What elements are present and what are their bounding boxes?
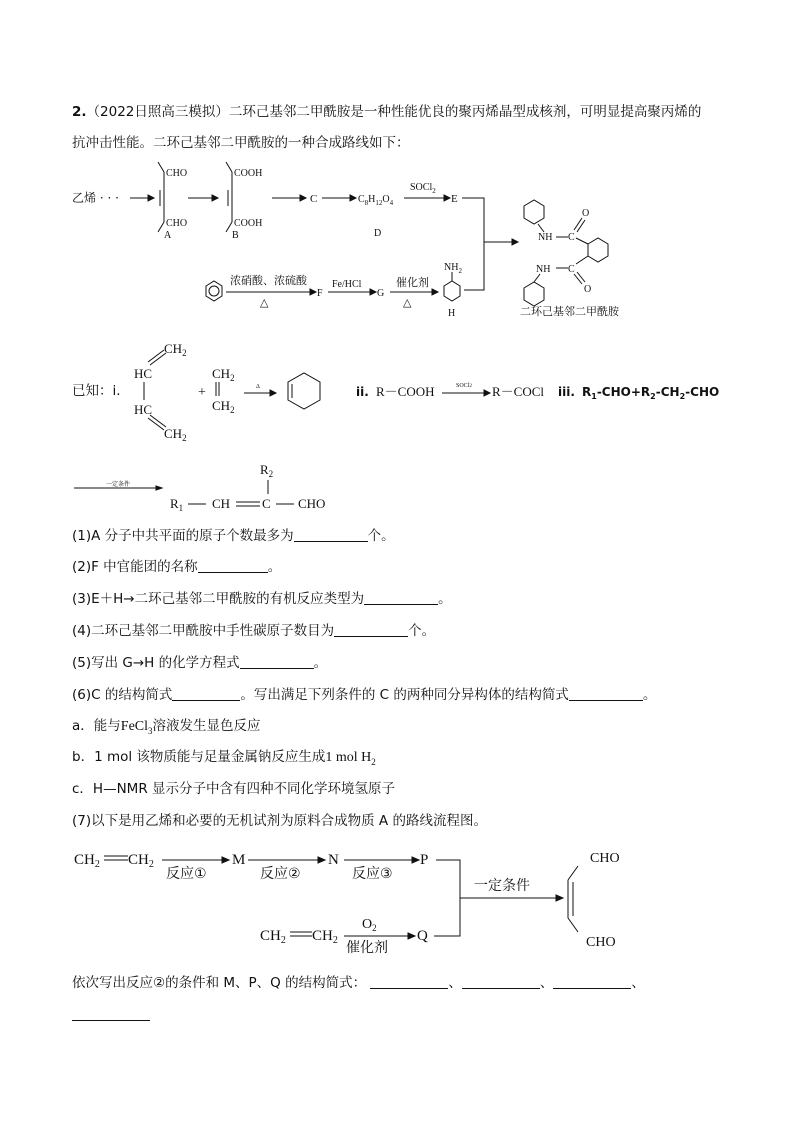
svg-text:O: O <box>584 284 592 295</box>
heat-label: Δ <box>256 384 260 390</box>
svg-text:CH2: $CH_2$ <box>164 341 187 358</box>
intro-text-1: （2022日照高三模拟）二环己基邻二甲酰胺是一种性能优良的聚丙烯晶型成核剂，可明显提高聚丙烯的 <box>86 104 702 120</box>
prod-CHO: CHO <box>298 496 326 511</box>
heat-symbol-2: △ <box>403 296 412 309</box>
part-1 <box>72 526 395 546</box>
svg-text:CH2: $CH_2$ <box>212 366 235 383</box>
svg-text:NH: NH <box>538 232 553 243</box>
arrowhead <box>318 857 325 863</box>
heat-symbol: △ <box>260 296 269 309</box>
arrowhead <box>412 857 419 863</box>
svg-text:HC: HC <box>134 366 153 381</box>
benzene-ring <box>206 281 222 301</box>
answer-blank-7a[interactable] <box>370 974 448 989</box>
compound-F: F <box>317 288 323 299</box>
answer-blank-7d[interactable] <box>72 1006 150 1021</box>
svg-text:CH2: $CH_2$ <box>212 398 235 415</box>
compound-Q: Q <box>417 928 428 944</box>
part-4 <box>72 621 435 641</box>
condition-c: c．H—NMR 显示分子中含有四种不同化学环境氢原子 <box>72 781 395 797</box>
D-label: D <box>374 228 382 239</box>
answer-blank-4[interactable] <box>334 622 408 637</box>
answer-blank-5[interactable] <box>240 654 314 669</box>
scheme2-Q-start-2: $CH_2$ <box>312 928 338 946</box>
answer-blank-6a[interactable] <box>172 686 240 701</box>
answer-blank-3[interactable] <box>364 590 438 605</box>
butadiene-structure <box>134 341 187 443</box>
product-structure <box>524 200 608 306</box>
o2-reagent: $O_2$ <box>362 917 377 933</box>
arrowhead <box>212 195 218 201</box>
final-question <box>72 973 645 993</box>
answer-blank-6b[interactable] <box>569 686 643 701</box>
svg-text:NH: NH <box>536 264 551 275</box>
compound-A <box>158 162 187 241</box>
known-iii-product <box>72 458 372 518</box>
scheme2-Q-start: $CH_2$ <box>260 928 286 946</box>
compound-A-structure <box>568 851 620 950</box>
separator: 、 <box>448 975 462 991</box>
h2-formula: 1 mol $H_2$ <box>325 750 376 767</box>
svg-text:CHO: CHO <box>586 935 616 950</box>
synthesis-route-scheme <box>60 160 740 325</box>
prod-CH: CH <box>212 496 231 511</box>
prod-R1: $R_1$ <box>170 496 184 513</box>
known-reactions-svg <box>120 338 740 448</box>
part-5-text: (5)写出 G→H 的化学方程式 <box>72 655 240 671</box>
question-intro-line2: 抗冲击性能。二环己基邻二甲酰胺的一种合成路线如下： <box>72 135 410 151</box>
ii-reagent: SOCl2 <box>456 383 472 389</box>
part-3-text: (3)E＋H→二环己基邻二甲酰胺的有机反应类型为 <box>72 591 365 607</box>
part-6-mid: 。写出满足下列条件的 C 的两种同分异构体的结构简式 <box>240 687 569 703</box>
part-4-text: (4)二环己基邻二甲酰胺中手性碳原子数目为 <box>72 623 335 639</box>
svg-text:HC: HC <box>134 402 153 417</box>
condition-b <box>72 747 376 772</box>
svg-text:CH2: $CH_2$ <box>164 426 187 443</box>
fecl3-formula: FeCl$_3$ <box>120 719 153 736</box>
compound-N: N <box>328 852 339 868</box>
socl2-reagent: SOCl$_2$ <box>410 182 436 195</box>
compound-G: G <box>377 288 385 299</box>
scheme2-start-2: $CH_2$ <box>128 852 154 870</box>
reaction-2-label: 反应② <box>260 866 301 882</box>
cyclohexene-structure <box>288 373 320 409</box>
arrowhead <box>444 195 450 201</box>
compound-P: P <box>420 852 429 868</box>
part-6 <box>72 685 656 705</box>
part-2 <box>72 557 281 577</box>
arrowhead <box>270 390 276 396</box>
nitration-reagent: 浓硝酸、浓硫酸 <box>230 274 307 287</box>
A-top-group: CHO <box>166 168 188 179</box>
part-7: (7)以下是用乙烯和必要的无机试剂为原料合成物质 A 的路线流程图。 <box>72 813 487 829</box>
svg-text:CHO: CHO <box>590 851 620 866</box>
part-3 <box>72 589 452 609</box>
part-1-end: 个。 <box>367 528 395 544</box>
arrowhead <box>222 857 229 863</box>
B-label: B <box>232 230 239 241</box>
separator: 、 <box>539 975 554 991</box>
H-label: H <box>448 308 456 319</box>
arrowhead <box>156 486 162 490</box>
arrowhead <box>408 933 415 939</box>
prod-R2: $R_2$ <box>260 462 274 479</box>
reduction-reagent: Fe/HCl <box>332 279 362 290</box>
condition-a-prefix: a．能与 <box>72 718 121 734</box>
merge-bracket <box>462 198 484 290</box>
answer-blank-2[interactable] <box>198 558 268 573</box>
separator: 、 <box>631 975 645 991</box>
condition-a-suffix: 溶液发生显色反应 <box>152 718 261 734</box>
part-6-text: (6)C 的结构简式 <box>72 687 173 703</box>
product-name: 二环己基邻二甲酰胺 <box>520 305 619 318</box>
ii-product: R－COCl <box>492 384 545 399</box>
reaction-3-label: 反应③ <box>352 866 393 882</box>
start-ethylene: 乙烯 · · · <box>72 191 119 205</box>
merge-bracket-2 <box>434 860 460 936</box>
answer-blank-7b[interactable] <box>462 974 540 989</box>
plus-sign: + <box>198 385 206 400</box>
prod-C: C <box>262 496 271 511</box>
compound-B <box>226 162 262 241</box>
compound-D-formula: $C_8H_{12}O_4$ <box>358 194 394 207</box>
compound-M: M <box>232 852 246 868</box>
part-2-end: 。 <box>267 559 282 575</box>
final-answer-line <box>72 1004 150 1023</box>
part-4-end: 个。 <box>408 623 436 639</box>
reaction-1-label: 反应① <box>166 866 207 882</box>
iii-reactants: $R_1-CHO+R_2-CH_2$-CHO <box>582 385 720 401</box>
compound-C: C <box>310 193 318 205</box>
A-bottom-group: CHO <box>166 218 188 229</box>
arrowhead <box>310 289 316 295</box>
final-question-text: 依次写出反应②的条件和 M、P、Q 的结构简式： <box>72 975 367 991</box>
part-3-end: 。 <box>438 591 452 607</box>
arrowhead <box>148 195 154 201</box>
svg-text:NH2: $NH_2$ <box>444 262 462 275</box>
B-top-group: COOH <box>234 168 263 179</box>
compound-H-cyclohexylamine <box>444 262 462 319</box>
part-2-text: (2)F 中官能团的名称 <box>72 559 198 575</box>
ii-reactant: R－COOH <box>376 384 435 399</box>
scheme2-condition: 一定条件 <box>474 878 530 894</box>
svg-text:O: O <box>582 208 590 219</box>
arrowhead <box>556 895 563 901</box>
scheme2-start: $CH_2$ <box>74 852 100 870</box>
route-to-A-scheme <box>72 840 712 960</box>
arrowhead <box>512 239 518 245</box>
arrowhead <box>370 289 376 295</box>
arrowhead <box>432 289 438 295</box>
question-number: 2. <box>72 104 87 120</box>
scheme2-catalyst: 催化剂 <box>346 940 388 956</box>
known-ii-label: ii. <box>356 385 369 399</box>
catalyst-label: 催化剂 <box>396 276 429 289</box>
known-iii-label: iii. <box>558 385 575 399</box>
question-intro-line1 <box>72 102 701 122</box>
answer-blank-1[interactable] <box>294 527 368 542</box>
compound-E: E <box>451 193 458 205</box>
svg-text:C: C <box>568 264 575 275</box>
svg-text:C: C <box>568 232 575 243</box>
A-label: A <box>164 230 172 241</box>
arrowhead <box>350 195 356 201</box>
known-prefix: 已知：i. <box>72 383 121 399</box>
iii-condition: 一定条件 <box>106 481 131 488</box>
arrowhead <box>300 195 306 201</box>
part-1-text: (1)A 分子中共平面的原子个数最多为 <box>72 528 294 544</box>
condition-b-prefix: b．1 mol 该物质能与足量金属钠反应生成 <box>72 749 326 765</box>
part-6-end: 。 <box>642 687 657 703</box>
ethylene-structure <box>212 366 235 415</box>
part-5-end: 。 <box>313 655 328 671</box>
answer-blank-7c[interactable] <box>553 974 631 989</box>
condition-a <box>72 716 261 741</box>
arrowhead <box>484 390 490 396</box>
B-bottom-group: COOH <box>234 218 263 229</box>
part-5 <box>72 653 327 673</box>
